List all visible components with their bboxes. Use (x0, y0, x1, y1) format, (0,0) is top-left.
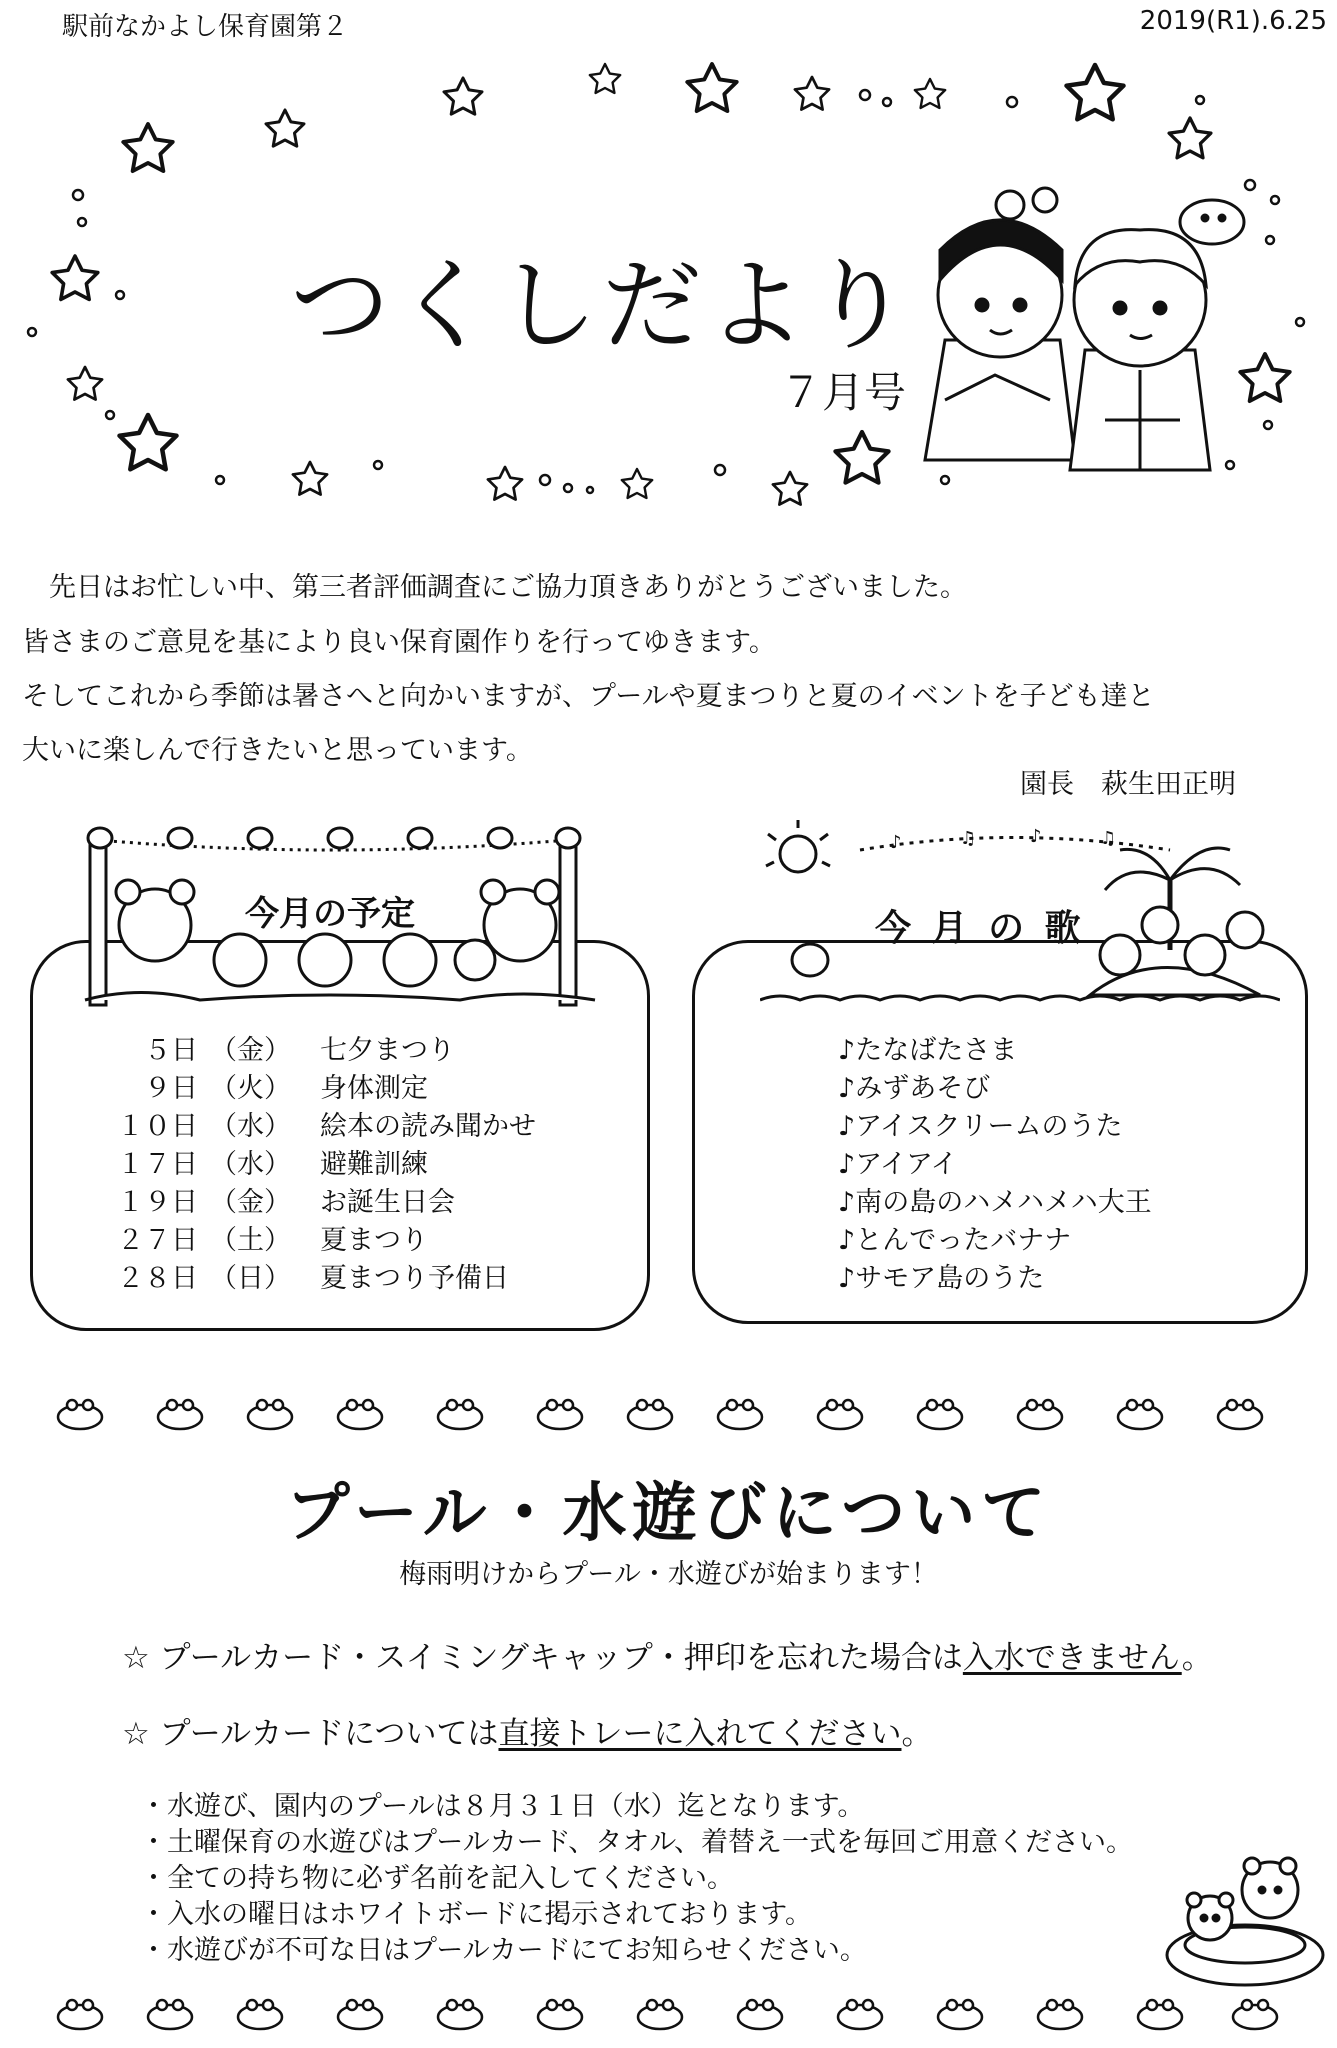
schedule-day: ５日 (144, 1035, 198, 1066)
schedule-title: 今月の予定 (245, 894, 415, 934)
issue-date: 2019(R1).6.25 (1139, 6, 1327, 36)
pool-rule-1 (122, 1632, 1213, 1677)
schedule-weekday: （火） (210, 1073, 291, 1104)
pool-note: ・全ての持ち物に必ず名前を記入してください。 (140, 1863, 734, 1894)
pool-section-title: プール・水遊びについて (285, 1477, 1052, 1551)
pool-note: ・水遊びが不可な日はプールカードにてお知らせください。 (140, 1935, 867, 1966)
schedule-day: ２８日 (117, 1263, 198, 1294)
pool-rule-1-emphasis: 入水できません (962, 1640, 1182, 1676)
schedule-day: ９日 (144, 1073, 198, 1104)
animals-pool-illustration (1160, 1840, 1330, 1990)
pool-rule-1-text: ☆ プールカード・スイミングキャップ・押印を忘れた場合は (122, 1640, 963, 1676)
pool-rule-2-end: 。 (901, 1716, 933, 1752)
song-item: ♪たなばたさま (838, 1035, 1018, 1066)
schedule-day: １９日 (117, 1187, 198, 1218)
schedule-day: ２７日 (117, 1225, 198, 1256)
issue-number: ７月号 (780, 368, 907, 417)
schedule-weekday: （金） (210, 1035, 291, 1066)
newsletter-title: つくしだより (290, 247, 914, 364)
tanabata-couple-illustration (925, 188, 1244, 470)
song-item: ♪アイスクリームのうた (838, 1111, 1123, 1142)
greeting-line-1: 先日はお忙しい中、第三者評価調査にご協力頂きありがとうございました。 (22, 572, 967, 603)
greeting-line-4: 大いに楽しんで行きたいと思っています。 (22, 735, 533, 766)
song-item: ♪サモア島のうた (838, 1263, 1045, 1294)
schedule-weekday: （日） (210, 1263, 291, 1294)
schedule-event: 夏まつり予備日 (320, 1263, 509, 1294)
schedule-day: １７日 (117, 1149, 198, 1180)
song-item: ♪とんでったバナナ (838, 1225, 1072, 1256)
schedule-weekday: （水） (210, 1149, 291, 1180)
pool-section-subtitle: 梅雨明けからプール・水遊びが始まります！ (399, 1559, 938, 1590)
songs-title: 今 月 の 歌 (875, 908, 1085, 949)
song-item: ♪アイアイ (838, 1149, 958, 1180)
greeting-line-3: そしてこれから季節は暑さへと向かいますが、プールや夏まつりと夏のイベントを子ども達と (22, 681, 1155, 712)
school-name: 駅前なかよし保育園第２ (62, 12, 349, 42)
schedule-weekday: （土） (210, 1225, 291, 1256)
schedule-event: 身体測定 (320, 1073, 428, 1104)
schedule-event: 夏まつり (320, 1225, 428, 1256)
svg-text:♪: ♪ (1030, 826, 1042, 847)
song-item: ♪みずあそび (838, 1073, 991, 1104)
pool-note: ・水遊び、園内のプールは８月３１日（水）迄となります。 (140, 1791, 865, 1822)
svg-text:♪: ♪ (890, 832, 902, 853)
schedule-event: 避難訓練 (320, 1149, 428, 1180)
song-item: ♪南の島のハメハメハ大王 (838, 1187, 1152, 1218)
pool-rule-2 (122, 1708, 932, 1753)
schedule-weekday: （水） (210, 1111, 291, 1142)
frog-border-top (40, 1395, 1300, 1435)
schedule-day: １０日 (117, 1111, 198, 1142)
schedule-weekday: （金） (210, 1187, 291, 1218)
schedule-event: 七夕まつり (320, 1035, 455, 1066)
svg-text:♫: ♫ (960, 828, 977, 849)
frog-border-bottom (40, 1995, 1300, 2035)
pool-rule-1-end: 。 (1181, 1640, 1213, 1676)
greeting-line-2: 皆さまのご意見を基により良い保育園作りを行ってゆきます。 (22, 627, 776, 658)
principal-signature: 園長 萩生田正明 (1020, 769, 1236, 800)
schedule-event: お誕生日会 (320, 1187, 455, 1218)
pool-rule-2-emphasis: 直接トレーに入れてください (498, 1716, 902, 1752)
schedule-event: 絵本の読み聞かせ (320, 1111, 536, 1142)
svg-text:♫: ♫ (1100, 828, 1117, 849)
pool-note: ・土曜保育の水遊びはプールカード、タオル、着替え一式を毎回ご用意ください。 (140, 1827, 1134, 1858)
pool-rule-2-text: ☆ プールカードについては (122, 1716, 499, 1752)
pool-note: ・入水の曜日はホワイトボードに掲示されております。 (140, 1899, 813, 1930)
